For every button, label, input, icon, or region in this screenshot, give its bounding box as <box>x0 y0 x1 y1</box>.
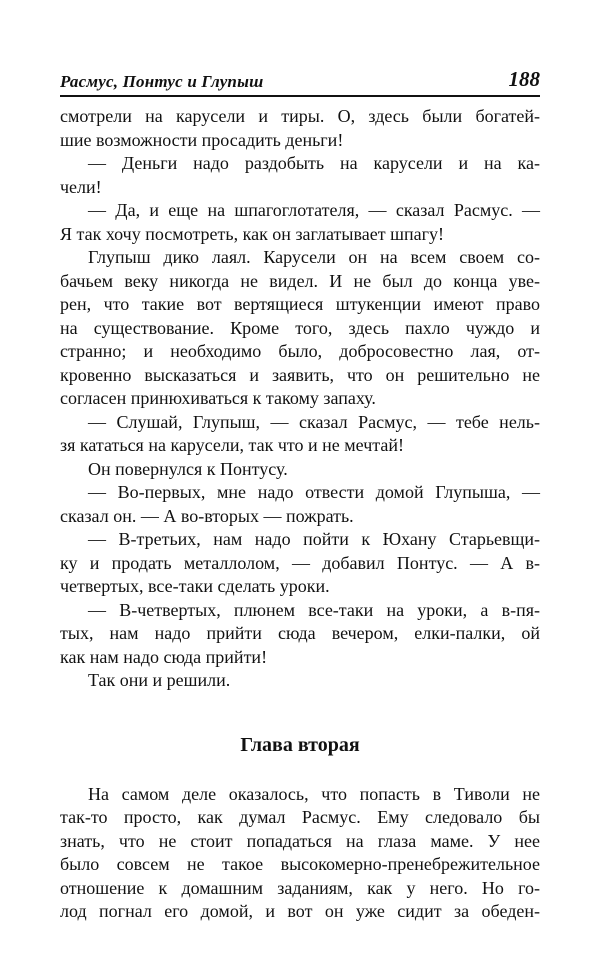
text-line: лод погнал его домой, и вот он уже сидит за обеден- <box>60 901 540 921</box>
text-line: рен, что такие вот вертящиеся штукенции имеют право <box>60 294 540 314</box>
text-line: тых, нам надо прийти сюда вечером, елки-палки, ой <box>60 623 540 643</box>
text-line: — Деньги надо раздобыть на карусели и на ка- <box>88 153 540 173</box>
text-line: ку и продать металлолом, — добавил Понтус. — А в- <box>60 552 540 573</box>
text-line: так-то просто, как думал Расмус. Ему следовало бы <box>60 807 540 827</box>
text-line: На самом деле оказалось, что попасть в Тиволи не <box>88 783 540 804</box>
text-line: как нам надо сюда прийти! <box>60 646 268 667</box>
body-text-section-1 <box>60 105 540 693</box>
text-line: отношение к домашним заданиям, как у него. Но го- <box>60 877 540 898</box>
text-line: странно; и необходимо было, добросовестно лая, от- <box>60 341 540 361</box>
text-line: Я так хочу посмотреть, как он заглатывает шпагу! <box>60 223 444 244</box>
text-line: — В-четвертых, плюнем все-таки на уроки, а в-пя- <box>88 599 540 620</box>
text-line: чели! <box>60 176 102 197</box>
text-line: бачьем веку никогда не видел. И не был до конца уве- <box>60 270 540 291</box>
text-line: на существование. Кроме того, здесь пахло чуждо и <box>60 317 540 338</box>
text-line: шие возможности просадить деньги! <box>60 129 344 150</box>
text-line: смотрели на карусели и тиры. О, здесь были богатей- <box>60 106 540 126</box>
text-line: было совсем не такое высокомерно-пренебрежительное <box>60 854 540 874</box>
text-line: — Во-первых, мне надо отвести домой Глупыша, — <box>88 482 540 502</box>
text-line: Так они и решили. <box>88 670 231 690</box>
text-line: — Слушай, Глупыш, — сказал Расмус, — тебе нель- <box>88 411 540 432</box>
running-title: Расмус, Понтус и Глупыш <box>60 72 264 91</box>
text-line: — В-третьих, нам надо пойти к Юхану Старьевщи- <box>88 529 540 549</box>
page-number: 188 <box>508 67 540 91</box>
text-line: четвертых, все-таки сделать уроки. <box>60 576 330 596</box>
text-line: согласен принюхиваться к такому запаху. <box>60 388 376 408</box>
text-line: зя кататься на карусели, так что и не мечтай! <box>60 435 404 455</box>
chapter-title: Глава вторая <box>240 733 360 756</box>
text-line: — Да, и еще на шпагоглотателя, — сказал Расмус. — <box>88 200 540 220</box>
text-line: сказал он. — А во-вторых — пожрать. <box>60 505 354 526</box>
book-page <box>60 64 540 924</box>
text-line: Он повернулся к Понтусу. <box>88 458 288 479</box>
text-line: кровенно высказаться и заявить, что он решительно не <box>60 364 540 385</box>
running-head <box>60 64 540 97</box>
body-text-section-2 <box>60 783 540 924</box>
text-line: Глупыш дико лаял. Карусели он на всем своем со- <box>88 247 540 267</box>
text-line: знать, что не стоит попадаться на глаза маме. У нее <box>60 830 540 851</box>
